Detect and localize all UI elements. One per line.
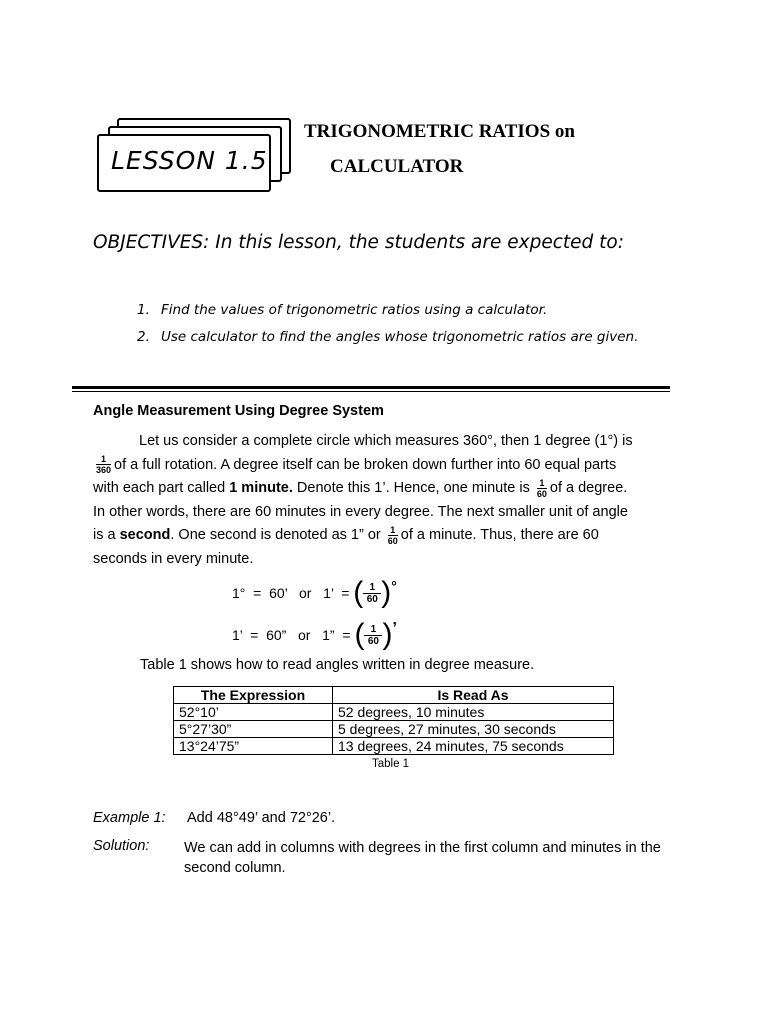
- para-line: In other words, there are 60 minutes in every degree. The next smaller unit of angle: [93, 503, 628, 520]
- page-title-line1: TRIGONOMETRIC RATIOS on: [304, 121, 575, 142]
- equation-degree-minute: 1° = 60’ or 1’ = ( $\frac{1}{60}$ ) °: [232, 576, 397, 609]
- objective-item: [137, 324, 657, 351]
- column-header: The Expression: [174, 687, 333, 704]
- objective-item: [137, 297, 657, 324]
- table-header-row: [174, 687, 614, 704]
- para-line: Let us consider a complete circle which measures 360°, then 1 degree (1°) is: [139, 433, 633, 449]
- para-line: seconds in every minute.: [93, 550, 254, 567]
- para-line: of a full rotation. A degree itself can be broken down further into 60 equal parts: [114, 456, 617, 473]
- page-title-line2: CALCULATOR: [330, 156, 464, 177]
- objectives-intro: OBJECTIVES: In this lesson, the students are expected to:: [93, 232, 624, 253]
- table-cell: 13°24’75”: [174, 738, 333, 755]
- table-caption: Table 1: [372, 758, 410, 770]
- degree-table: [173, 686, 614, 755]
- table-cell: 5 degrees, 27 minutes, 30 seconds: [333, 721, 614, 738]
- fraction-1-60: $\frac{1}{60}$: [387, 524, 398, 546]
- column-header: Is Read As: [333, 687, 614, 704]
- term-second: second: [119, 527, 171, 543]
- fraction-1-60: $\frac{1}{60}$: [363, 582, 381, 605]
- body-paragraph: Let us consider a complete circle which measures 360°, then 1 degree (1°) is $\frac{1}{360}$ of a full rotation. A degree itself can be broken down further into 60 equal parts with each part called 1 minute. Denote this 1’. Hence, one minute is $\frac{1}{60}$ of a degree. In other words, there are 60 minutes in every degree. The next smaller unit of angle is a second. One second is denoted as 1” or $\frac{1}{60}$ of a minute. Thus, there are 60 seconds in every minute.: [93, 430, 678, 571]
- table-cell: 13 degrees, 24 minutes, 75 seconds: [333, 738, 614, 755]
- section-heading: Angle Measurement Using Degree System: [93, 403, 384, 419]
- objective-text: Find the values of trigonometric ratios using a calculator.: [161, 302, 548, 318]
- objective-text: Use calculator to find the angles whose trigonometric ratios are given.: [161, 329, 639, 345]
- fraction-1-60: $\frac{1}{60}$: [536, 477, 547, 499]
- table-row: [174, 704, 614, 721]
- example-text: Add 48°49’ and 72°26’.: [187, 810, 336, 826]
- section-divider-thick: [72, 386, 670, 389]
- objective-number: 2.: [137, 329, 150, 345]
- section-divider-thin: [72, 391, 670, 392]
- solution-label: Solution:: [93, 838, 150, 854]
- table-cell: 52°10’: [174, 704, 333, 721]
- example-label: Example 1:: [93, 810, 166, 826]
- objectives-list: [137, 297, 657, 351]
- fraction-1-60: $\frac{1}{60}$: [364, 624, 382, 647]
- objective-number: 1.: [137, 302, 150, 318]
- lesson-badge: LESSON 1.5: [111, 146, 268, 175]
- table-cell: 5°27’30”: [174, 721, 333, 738]
- table-cell: 52 degrees, 10 minutes: [333, 704, 614, 721]
- term-minute: 1 minute.: [229, 480, 293, 496]
- table-row: [174, 738, 614, 755]
- equation-minute-second: 1’ = 60” or 1” = ( $\frac{1}{60}$ ) ’: [232, 618, 397, 651]
- table-row: [174, 721, 614, 738]
- fraction-1-360: $\frac{1}{360}$: [96, 454, 112, 476]
- table-intro: Table 1 shows how to read angles written in degree measure.: [140, 657, 535, 673]
- solution-text: We can add in columns with degrees in the first column and minutes in the second column.: [184, 840, 661, 876]
